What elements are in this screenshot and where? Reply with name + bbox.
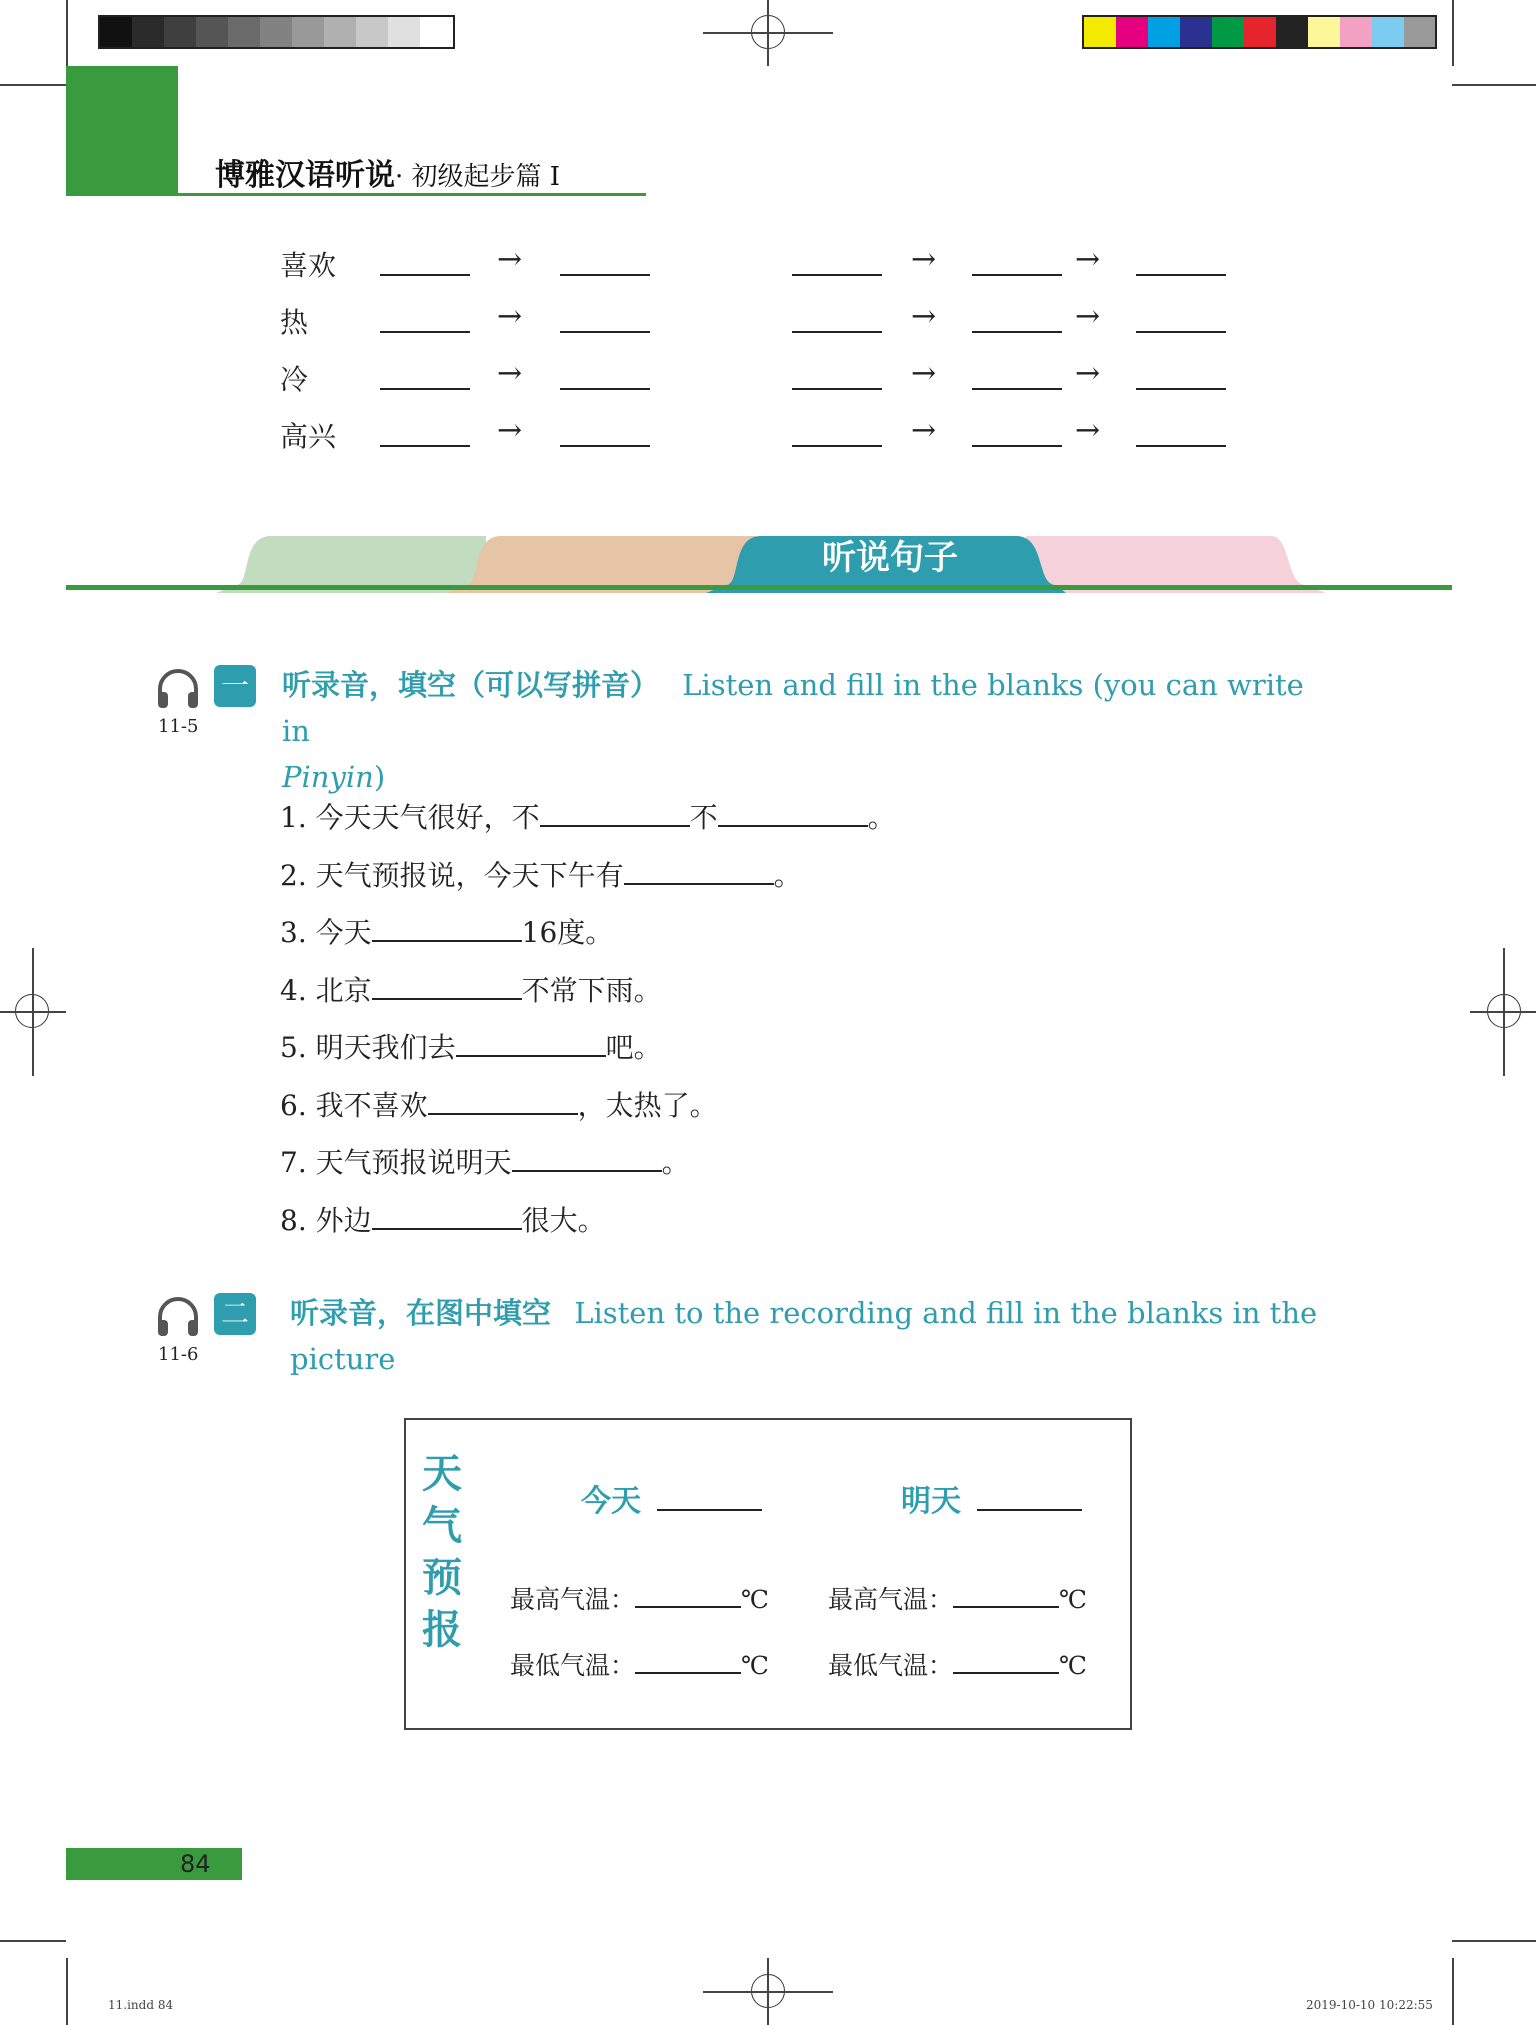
high-temp-label: 最高气温： [828, 1585, 954, 1614]
tomorrow-high-temp [828, 1580, 1087, 1616]
sentence-number: 1. [280, 801, 316, 834]
celsius-unit: ℃ [741, 1585, 769, 1614]
arrow-icon: → [911, 413, 937, 448]
crop-mark [1503, 948, 1505, 1076]
sentence-item [280, 911, 613, 951]
expansion-blank[interactable] [972, 445, 1062, 447]
expansion-blank[interactable] [1136, 445, 1226, 447]
sentence-item [280, 796, 896, 836]
expansion-blank[interactable] [380, 274, 470, 276]
book-title [215, 150, 560, 194]
sentence-number: 4. [280, 973, 316, 1007]
exercise-number-badge: 一 [214, 665, 256, 707]
expansion-blank[interactable] [1136, 331, 1226, 333]
celsius-unit: ℃ [1059, 1651, 1087, 1680]
answer-blank[interactable] [512, 1146, 662, 1172]
expansion-row [280, 244, 1280, 288]
sentence-number: 5. [280, 1031, 316, 1064]
expansion-blank[interactable] [560, 274, 650, 276]
answer-blank[interactable] [540, 801, 690, 827]
section-banner-label: 听说句子 [822, 538, 958, 578]
headphones-icon [155, 1293, 201, 1339]
sentence-text: 。 [773, 858, 802, 892]
arrow-icon: → [1075, 413, 1101, 448]
weather-forecast-box [404, 1418, 1132, 1730]
forecast-title-char: 气 [422, 1503, 462, 1549]
sentence-item [280, 969, 662, 1009]
exercise2-title-en: Listen to the recording and fill in the blanks in the [574, 1296, 1318, 1330]
expansion-word: 热 [280, 306, 309, 339]
expansion-blank[interactable] [380, 388, 470, 390]
sentence-item [280, 1199, 606, 1239]
sentence-item [280, 1026, 662, 1066]
exercise1-title-en: Listen and fill in the blanks (you can write in [282, 668, 1304, 748]
expansion-blank[interactable] [560, 331, 650, 333]
crop-mark [1452, 84, 1536, 86]
expansion-blank[interactable] [972, 388, 1062, 390]
expansion-blank[interactable] [560, 445, 650, 447]
arrow-icon: → [497, 242, 523, 277]
sentence-text: 外边 [315, 1203, 372, 1237]
tomorrow-text: 明天 [901, 1484, 961, 1519]
sentence-item [280, 1141, 690, 1181]
crop-mark [66, 1958, 68, 2025]
sentence-text: 16度。 [521, 916, 614, 949]
book-title-main: 博雅汉语听说 [215, 158, 395, 193]
sentence-item [280, 1084, 718, 1124]
expansion-row [280, 358, 1280, 402]
forecast-title-char: 天 [422, 1451, 462, 1497]
today-blank[interactable] [657, 1489, 762, 1511]
header-color-block [66, 66, 178, 194]
sentence-text: 今天天气很好，不 [315, 801, 540, 834]
sentence-number: 8. [280, 1203, 316, 1237]
expansion-blank[interactable] [792, 445, 882, 447]
answer-blank[interactable] [372, 916, 522, 942]
forecast-title-char: 预 [422, 1555, 462, 1601]
today-label [581, 1476, 762, 1520]
arrow-icon: → [911, 356, 937, 391]
exercise1-instruction [282, 662, 1332, 800]
expansion-blank[interactable] [1136, 388, 1226, 390]
sentence-text: 吧。 [605, 1031, 662, 1064]
sentence-number: 6. [280, 1088, 316, 1122]
answer-blank[interactable] [624, 859, 774, 885]
answer-blank[interactable] [456, 1031, 606, 1057]
sentence-text: 明天我们去 [315, 1031, 456, 1064]
today-low-blank[interactable] [635, 1652, 741, 1674]
sentence-text: 不常下雨。 [521, 973, 662, 1007]
page-number-bar [66, 1848, 242, 1880]
crop-mark [767, 0, 769, 66]
footer-timestamp: 2019-10-10 10:22:55 [1306, 1998, 1433, 2012]
arrow-icon: → [1075, 242, 1101, 277]
expansion-blank[interactable] [972, 274, 1062, 276]
sentence-number: 2. [280, 858, 316, 892]
today-low-temp [510, 1646, 769, 1682]
expansion-blank[interactable] [792, 331, 882, 333]
low-temp-label: 最低气温： [510, 1651, 636, 1680]
low-temp-label: 最低气温： [828, 1651, 954, 1680]
tomorrow-high-blank[interactable] [953, 1586, 1059, 1608]
headphones-icon [155, 665, 201, 711]
today-text: 今天 [581, 1484, 641, 1519]
sentence-item [280, 854, 802, 894]
crop-mark [1452, 1940, 1536, 1942]
arrow-icon: → [497, 299, 523, 334]
tomorrow-label [901, 1476, 1082, 1520]
exercise2-title-en-line2: picture [290, 1342, 396, 1376]
arrow-icon: → [911, 299, 937, 334]
crop-mark [32, 948, 34, 1076]
expansion-blank[interactable] [560, 388, 650, 390]
arrow-icon: → [1075, 299, 1101, 334]
crop-mark [767, 1958, 769, 2025]
arrow-icon: → [911, 242, 937, 277]
expansion-row [280, 301, 1280, 345]
book-subtitle: · 初级起步篇 I [395, 162, 561, 192]
crop-mark [0, 84, 66, 86]
sentence-text: 天气预报说，今天下午有 [315, 858, 624, 892]
exercise2-instruction [290, 1290, 1330, 1382]
celsius-unit: ℃ [741, 1651, 769, 1680]
celsius-unit: ℃ [1059, 1585, 1087, 1614]
answer-blank[interactable] [718, 801, 868, 827]
forecast-title-char: 报 [422, 1607, 462, 1653]
sentence-text: 我不喜欢 [315, 1088, 428, 1122]
sentence-number: 3. [280, 916, 316, 949]
section-divider [66, 585, 1452, 590]
sentence-text: 不 [689, 801, 718, 834]
exercise2-title-zh: 听录音，在图中填空 [290, 1296, 552, 1330]
sentence-text: 。 [867, 801, 896, 834]
crop-mark [1452, 1958, 1454, 2025]
track-number: 11-5 [158, 716, 199, 737]
arrow-icon: → [497, 413, 523, 448]
expansion-word: 喜欢 [280, 249, 337, 282]
crop-mark [1452, 0, 1454, 66]
expansion-blank[interactable] [1136, 274, 1226, 276]
track-number: 11-6 [158, 1344, 199, 1365]
exercise1-title-zh: 听录音，填空（可以写拼音） [282, 668, 660, 702]
sentence-text: ，太热了。 [577, 1088, 718, 1122]
answer-blank[interactable] [428, 1089, 578, 1115]
footer-file-slug: 11.indd 84 [108, 1998, 174, 2012]
expansion-blank[interactable] [972, 331, 1062, 333]
sentence-text: 天气预报说明天 [315, 1146, 512, 1179]
arrow-icon: → [1075, 356, 1101, 391]
answer-blank[interactable] [372, 1204, 522, 1230]
crop-mark [66, 0, 68, 66]
expansion-blank[interactable] [792, 274, 882, 276]
tomorrow-blank[interactable] [977, 1489, 1082, 1511]
tomorrow-low-blank[interactable] [953, 1652, 1059, 1674]
forecast-vertical-title [418, 1448, 466, 1656]
high-temp-label: 最高气温： [510, 1585, 636, 1614]
expansion-blank[interactable] [380, 331, 470, 333]
grayscale-calibration-strip [98, 15, 455, 49]
exercise1-title-pinyin: Pinyin [282, 760, 374, 794]
crop-mark [0, 1940, 66, 1942]
expansion-word: 冷 [280, 363, 309, 396]
tomorrow-low-temp [828, 1646, 1087, 1682]
answer-blank[interactable] [372, 974, 522, 1000]
header-underline [66, 193, 646, 196]
arrow-icon: → [497, 356, 523, 391]
sentence-text: 。 [661, 1146, 690, 1179]
today-high-temp [510, 1580, 769, 1616]
today-high-blank[interactable] [635, 1586, 741, 1608]
expansion-blank[interactable] [380, 445, 470, 447]
sentence-number: 7. [280, 1146, 316, 1179]
exercise1-title-end: ) [373, 760, 386, 794]
sentence-text: 今天 [315, 916, 372, 949]
exercise-number-badge: 二 [214, 1293, 256, 1335]
sentence-text: 北京 [315, 973, 372, 1007]
expansion-word: 高兴 [280, 420, 337, 453]
expansion-row [280, 415, 1280, 459]
page-number: 84 [180, 1850, 211, 1878]
expansion-blank[interactable] [792, 388, 882, 390]
color-calibration-strip [1082, 15, 1437, 49]
sentence-text: 很大。 [521, 1203, 606, 1237]
